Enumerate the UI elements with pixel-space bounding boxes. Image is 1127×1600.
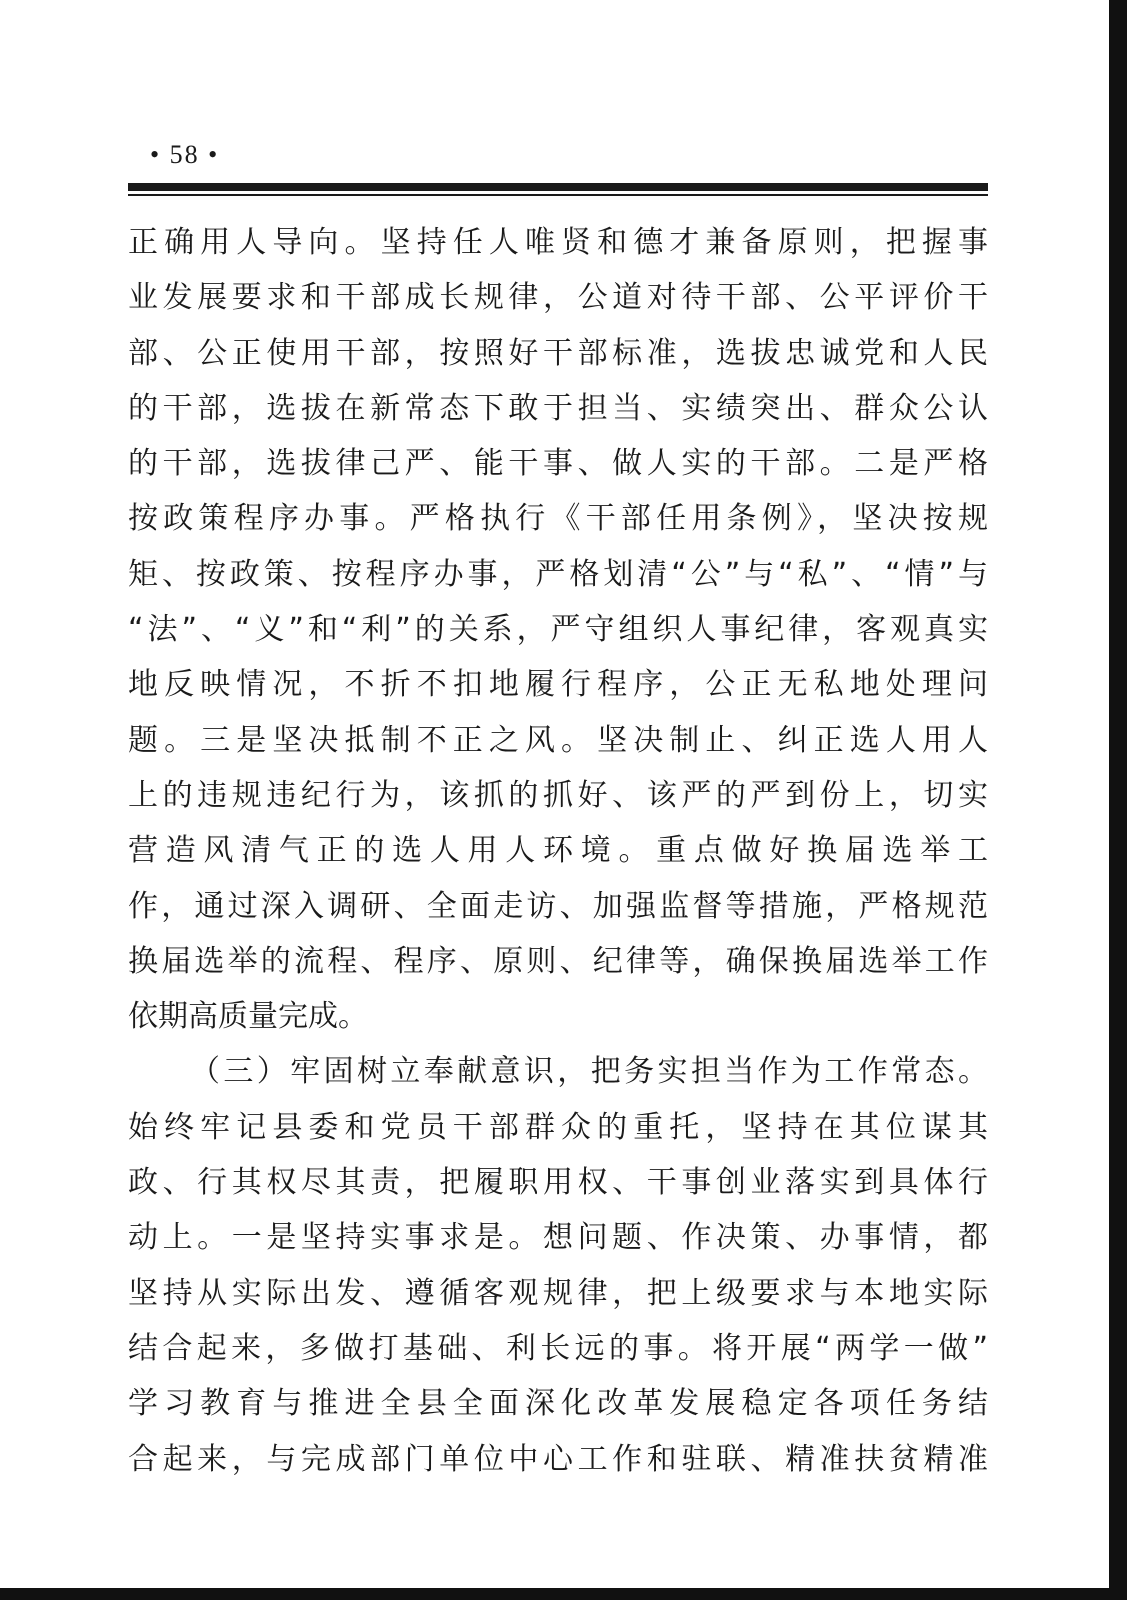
text-line: 合起来，与完成部门单位中心工作和驻联、精准扶贫精准	[128, 1441, 988, 1477]
text-line: 结合起来，多做打基础、利长远的事。将开展“两学一做”	[128, 1330, 988, 1366]
text-line: 的干部，选拔在新常态下敢于担当、实绩突出、群众公认	[128, 390, 988, 426]
text-line: 营造风清气正的选人用人环境。重点做好换届选举工	[128, 833, 988, 869]
text-line: “法”、“义”和“利”的关系，严守组织人事纪律，客观真实	[128, 612, 988, 648]
text-line: 动上。一是坚持实事求是。想问题、作决策、办事情，都	[128, 1220, 988, 1256]
text-line: 地反映情况，不折不扣地履行程序，公正无私地处理问	[128, 667, 988, 703]
text-line: 作，通过深入调研、全面走访、加强监督等措施，严格规范	[128, 888, 988, 924]
text-line: 矩、按政策、按程序办事，严格划清“公”与“私”、“情”与	[128, 556, 988, 592]
text-line: 上的违规违纪行为，该抓的抓好、该严的严到份上，切实	[128, 777, 988, 813]
header-rule-thick	[128, 183, 988, 191]
text-line: 业发展要求和干部成长规律，公道对待干部、公平评价干	[128, 280, 988, 316]
text-line: 正确用人导向。坚持任人唯贤和德才兼备原则，把握事	[128, 225, 988, 260]
text-line: 按政策程序办事。严格执行《干部任用条例》，坚决按规	[128, 501, 988, 537]
body-text	[128, 215, 988, 1487]
text-line: 依期高质量完成。	[128, 999, 368, 1035]
section-heading: （三）牢固树立奉献意识，把务实担当作为工作常态。	[190, 1054, 988, 1090]
header-rule-thin	[128, 194, 988, 196]
text-line: 政、行其权尽其责，把履职用权、干事创业落实到具体行	[128, 1165, 988, 1201]
text-line: 始终牢记县委和党员干部群众的重托，坚持在其位谋其	[128, 1109, 988, 1145]
text-line: 换届选举的流程、程序、原则、纪律等，确保换届选举工作	[128, 943, 988, 979]
scan-edge-bottom	[0, 1588, 1127, 1600]
text-line: 坚持从实际出发、遵循客观规律，把上级要求与本地实际	[128, 1275, 988, 1311]
text-line: 学习教育与推进全县全面深化改革发展稳定各项任务结	[128, 1386, 988, 1422]
page-number: • 58 •	[150, 140, 220, 169]
text-line: 题。三是坚决抵制不正之风。坚决制止、纠正选人用人	[128, 722, 988, 758]
text-line: 的干部，选拔律己严、能干事、做人实的干部。二是严格	[128, 446, 988, 482]
scan-edge-right	[1109, 0, 1127, 1600]
text-line: 部、公正使用干部，按照好干部标准，选拔忠诚党和人民	[128, 335, 988, 371]
